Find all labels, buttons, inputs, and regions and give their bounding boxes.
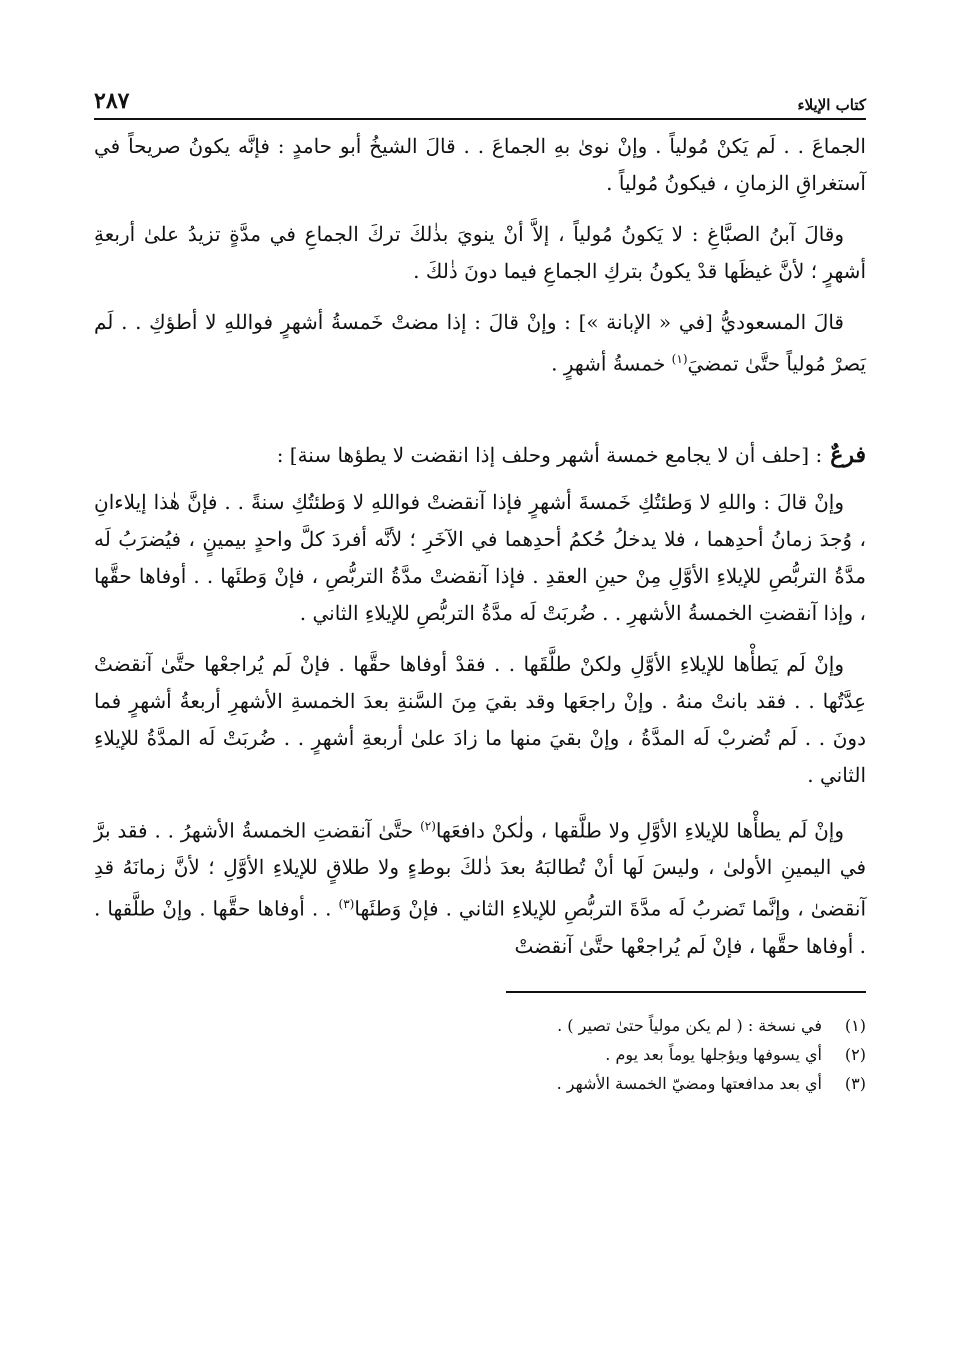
footnote <box>94 1011 866 1040</box>
far-title: : [حلف أن لا يجامع خمسة أشهر وحلف إذا انقضت لا يطؤها سنة] : <box>276 442 823 467</box>
footnote-text: في نسخة : ( لم يكن مولياً حتىٰ تصير ) . <box>557 1015 822 1035</box>
footnotes <box>94 1011 866 1098</box>
paragraph: وإنْ لَم يَطأْها للإيلاءِ الأوَّلِ ولكنْ طلَّقَها . . فقدْ أوفاها حقَّها . فإنْ لَم يُراجعْها حتَّىٰ آنقضتْ عِدَّتُها . . فقد بانتْ منهُ . وإنْ راجعَها وقد بقيَ مِنَ السَّنةِ بعدَ الخمسةِ الأشهرِ أربعةُ أشهرٍ فما دونَ . . لَم تُضربْ لَه المدَّةُ ، وإنْ بقيَ منها ما زادَ علىٰ أربعةِ أشهرٍ . . ضُربَتْ لَه المدَّةُ للإيلاءِ الثاني . <box>94 651 866 787</box>
footnote-number: (٢) <box>844 1044 866 1064</box>
footnote-number: (٣) <box>844 1073 866 1093</box>
running-title: كتاب الإيلاء <box>797 96 866 114</box>
paragraph: الجماعَ . . لَم يَكنْ مُولياً . وإنْ نوىٰ بهِ الجماعَ . . قالَ الشيخُ أبو حامدٍ : فإنَّه يكونُ صريحاً في آستغراقِ الزمانِ ، فيكونُ مُولياً . <box>94 134 866 195</box>
paragraph: قالَ المسعوديُّ [في « الإبانة »] : وإنْ قالَ : إذا مضتْ خَمسةُ أشهرٍ فواللهِ لا أطؤكِ . . لَم يَصرْ مُولياً حتَّىٰ تمضيَ$^{(١)}$ خمسةُ أشهرٍ . <box>94 310 866 376</box>
main-text <box>94 128 866 965</box>
far-label: فرعٌ <box>830 441 866 468</box>
paragraph: وإنْ قالَ : واللهِ لا وَطئتُكِ خَمسةَ أشهرٍ فإذا آنقضتْ فواللهِ لا وَطئتُكِ سنةً . . فإنَّ هٰذا إيلاءانِ ، وُجدَ زمانُ أحدِهما ، فلا يدخلُ حُكمُ أحدِهما في الآخَرِ ؛ لأنَّه أفردَ كلَّ واحدٍ بيمينٍ ، فيُضرَبُ لَه مدَّةُ التربُّصِ للإيلاءِ الأوَّلِ مِنْ حينِ العقدِ . فإذا آنقضتْ مدَّةُ التربُّصِ ، فإنْ وَطئَها . . أوفاها حقَّها ، وإذا آنقضتِ الخمسةُ الأشهرِ . . ضُربَتْ لَه مدَّةُ التربُّصِ للإيلاءِ الثاني . <box>94 489 866 625</box>
section-heading <box>94 437 866 474</box>
book-page <box>94 80 866 1330</box>
paragraph: وإنْ لَم يطأْها للإيلاءِ الأوَّلِ ولا طلَّقها ، ولٰكنْ دافعَها$^{(٢)}$ حتَّىٰ آنقضتِ الخمسةُ الأشهرُ . . فقد برَّ في اليمينِ الأولىٰ ، وليسَ لَها أنْ تُطالبَهُ بعدَ ذٰلكَ بوطءٍ ولا طلاقٍ للإيلاءِ الأوَّلِ ؛ لأنَّ زمانَهُ قدِ آنقضىٰ ، وإنَّما تَضربُ لَه مدَّةَ التربُّصِ للإيلاءِ الثاني . فإنْ وَطئَها$^{(٣)}$ . . أوفاها حقَّها . وإنْ طلَّقها . . أوفاها حقَّها ، فإنْ لَم يُراجعْها حتَّىٰ آنقضتْ <box>94 818 866 958</box>
footnote-number: (١) <box>844 1015 866 1035</box>
footnote <box>94 1040 866 1069</box>
footnote <box>94 1069 866 1098</box>
footnote-ref: (٣) <box>338 897 355 912</box>
footnote-ref: (١) <box>671 352 688 366</box>
paragraph: وقالَ آبنُ الصبَّاغِ : لا يَكونُ مُولياً ، إلاَّ أنْ ينويَ بذٰلكَ تركَ الجماعِ في مدَّةٍ تزيدُ علىٰ أربعةِ أشهرٍ ؛ لأنَّ غيظَها قدْ يكونُ بتركِ الجماعِ فيما دونَ ذٰلكَ . <box>94 222 866 283</box>
footnote-text: أي يسوفها ويؤجلها يوماً بعد يوم . <box>605 1044 822 1064</box>
page-header <box>94 80 866 120</box>
footnote-ref: (٢) <box>420 818 436 833</box>
page-number: ٢٨٧ <box>94 88 130 114</box>
footnote-text: أي بعد مدافعتها ومضيّ الخمسة الأشهر . <box>556 1073 822 1093</box>
footnote-separator <box>506 991 866 993</box>
